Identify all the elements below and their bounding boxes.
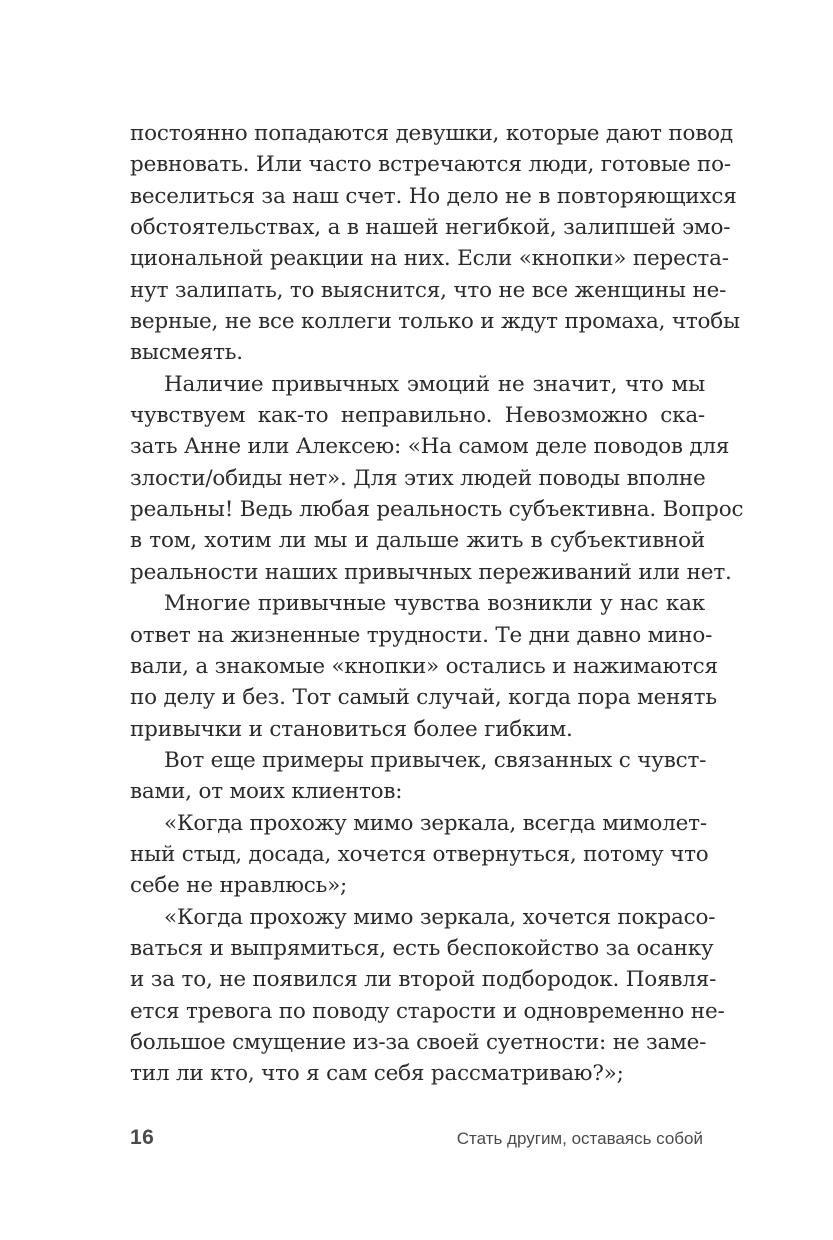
page-footer	[130, 1122, 703, 1158]
text-line: привычки и становиться более гибким.	[130, 716, 573, 742]
text-line: вали, а знакомые «кнопки» остались и нажимаются	[130, 653, 718, 679]
text-line: ревновать. Или часто встречаются люди, готовые по-	[130, 152, 731, 178]
text-line: веселиться за наш счет. Но дело не в повторяющихся	[130, 183, 737, 209]
text-line: вами, от моих клиентов:	[130, 779, 403, 805]
text-line: «Когда прохожу мимо зеркала, всегда мимолет-	[164, 810, 707, 836]
text-line: ется тревога по поводу старости и одновременно не-	[130, 998, 725, 1024]
text-line: нут залипать, то выяснится, что не все женщины не-	[130, 277, 727, 303]
body-text	[130, 118, 744, 1090]
text-line: чувствуем как-то неправильно. Невозможно ска-	[130, 403, 705, 429]
text-line: и за то, не появился ли второй подбородок. Появля-	[130, 967, 717, 993]
text-line: зать Анне или Алексею: «На самом деле поводов для	[130, 434, 730, 460]
text-line: злости/обиды нет». Для этих людей поводы вполне	[130, 465, 706, 491]
text-line: Вот еще примеры привычек, связанных с чувст-	[164, 747, 707, 773]
text-line: высмеять.	[130, 340, 243, 366]
text-line: реальны! Ведь любая реальность субъективна. Вопрос	[130, 497, 744, 523]
text-line: ный стыд, досада, хочется отвернуться, потому что	[130, 841, 709, 867]
text-line: реальности наших привычных переживаний или нет.	[130, 559, 732, 585]
text-line: циональной реакции на них. Если «кнопки» переста-	[130, 246, 729, 272]
text-line: верные, не все коллеги только и ждут промаха, чтобы	[130, 309, 740, 335]
text-line: в том, хотим ли мы и дальше жить в субъективной	[130, 528, 705, 554]
running-title: Стать другим, оставаясь собой	[456, 1129, 703, 1148]
text-line: себе не нравлюсь»;	[130, 873, 348, 899]
text-line: постоянно попадаются девушки, которые дают повод	[130, 121, 733, 146]
text-line: обстоятельствах, а в нашей негибкой, залипшей эмо-	[130, 215, 731, 241]
text-line: тил ли кто, что я сам себя рассматриваю?»;	[130, 1061, 624, 1087]
text-line: ответ на жизненные трудности. Те дни давно мино-	[130, 622, 713, 648]
text-line: большое смущение из-за своей суетности: не заме-	[130, 1029, 707, 1055]
page-number: 16	[130, 1126, 155, 1149]
text-line: по делу и без. Тот самый случай, когда пора менять	[130, 685, 717, 711]
text-line: Многие привычные чувства возникли у нас как	[164, 591, 705, 617]
text-line: «Когда прохожу мимо зеркала, хочется покрасо-	[164, 904, 716, 930]
text-line: ваться и выпрямиться, есть беспокойство за осанку	[130, 935, 714, 961]
text-line: Наличие привычных эмоций не значит, что мы	[164, 371, 705, 397]
